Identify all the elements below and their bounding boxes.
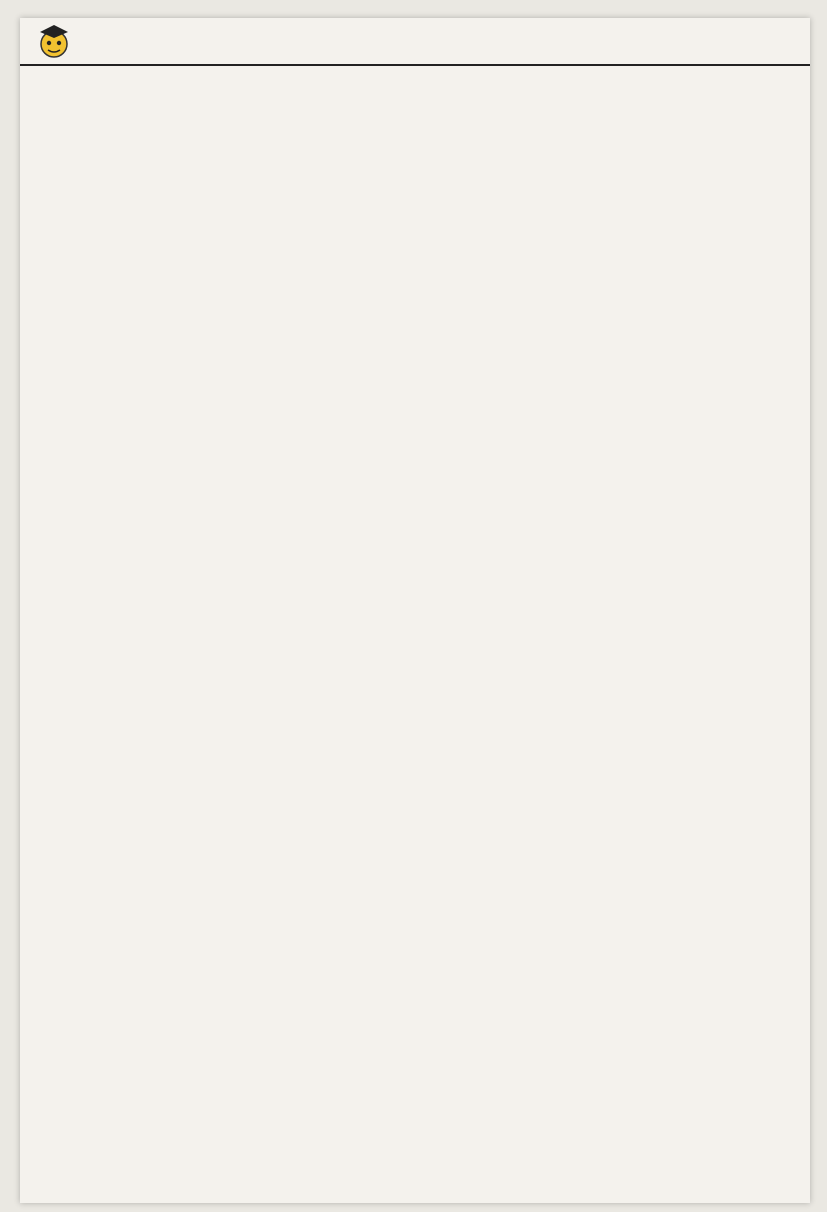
exam-page bbox=[20, 18, 810, 1203]
exam-content bbox=[20, 18, 810, 1203]
